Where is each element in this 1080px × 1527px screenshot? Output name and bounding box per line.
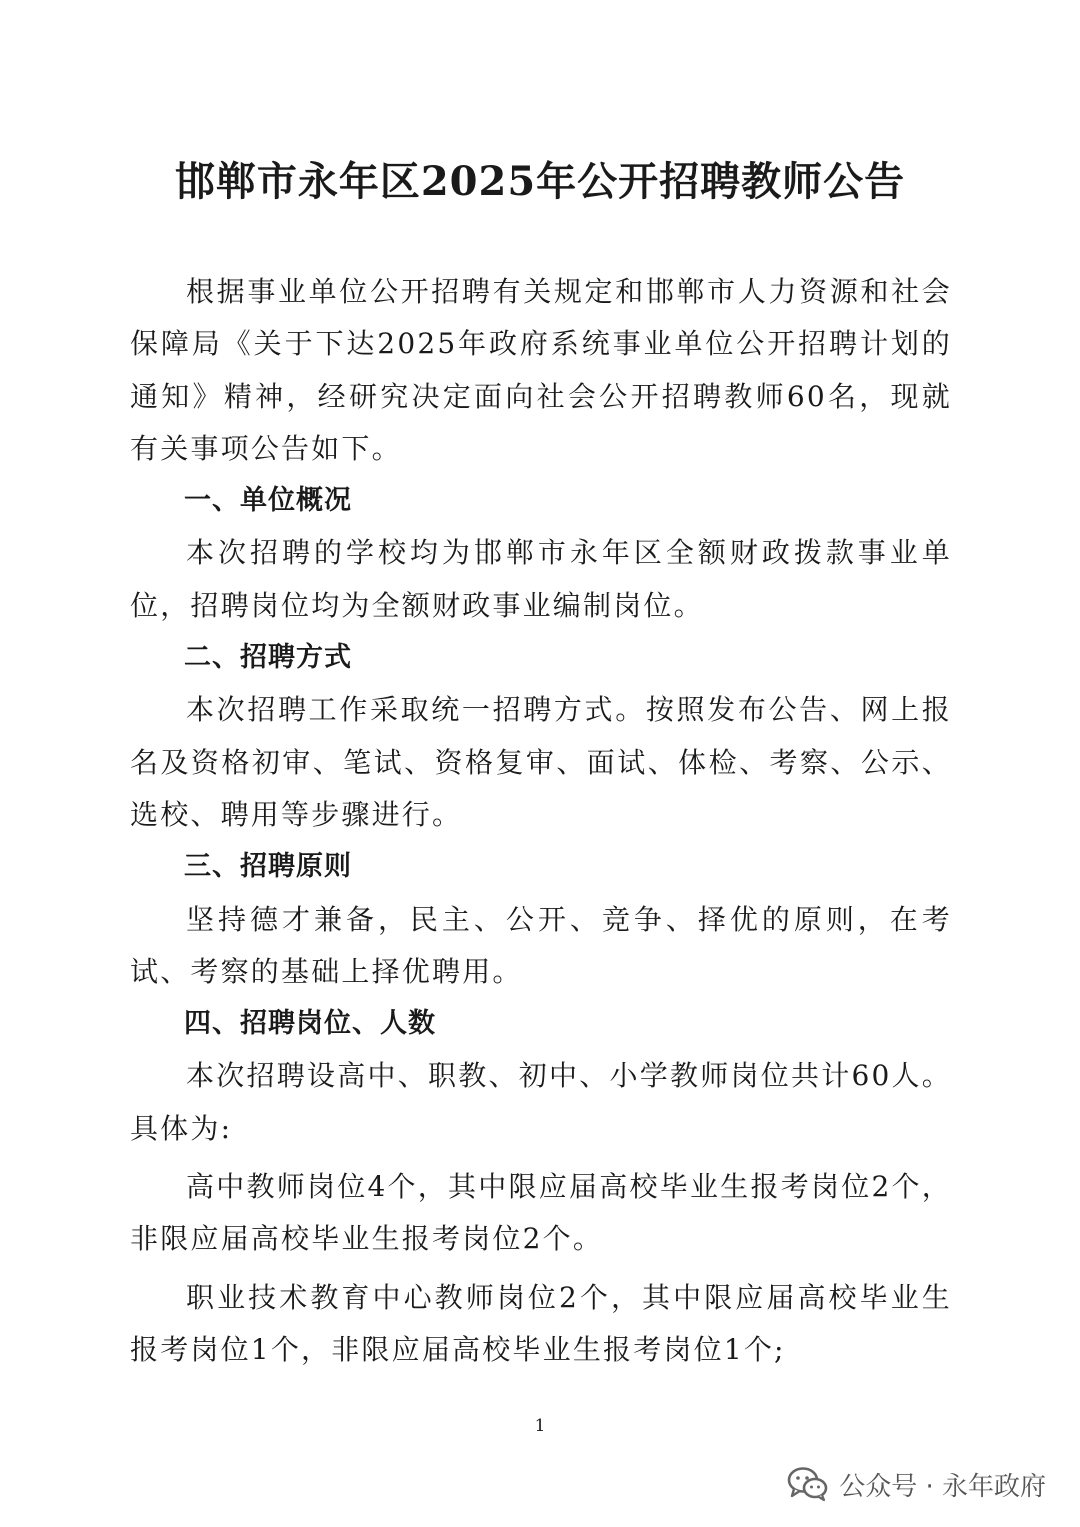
paragraph-recruitment-method: 本次招聘工作采取统一招聘方式。按照发布公告、网上报名及资格初审、笔试、资格复审、面试、体检、考察、公示、选校、聘用等步骤进行。 [130,693,952,831]
section-heading-1: 一、单位概况 [184,485,352,517]
section-heading-3: 三、招聘原则 [184,851,352,883]
section-heading-2: 二、招聘方式 [184,642,352,674]
paragraph-positions-summary: 本次招聘设高中、职教、初中、小学教师岗位共计60人。具体为: [130,1059,952,1145]
wechat-icon [787,1466,829,1502]
paragraph-unit-overview: 本次招聘的学校均为邯郸市永年区全额财政拨款事业单位，招聘岗位均为全额财政事业编制岗位。 [130,536,952,622]
document-title: 邯郸市永年区2025年公开招聘教师公告 [174,158,906,205]
wechat-watermark [787,1460,1046,1508]
paragraph-high-school-positions: 高中教师岗位4个，其中限应届高校毕业生报考岗位2个，非限应届高校毕业生报考岗位2个。 [130,1170,952,1256]
paragraph-vocational-positions: 职业技术教育中心教师岗位2个，其中限应届高校毕业生报考岗位1个，非限应届高校毕业生报考岗位1个; [130,1280,952,1366]
paragraph-recruitment-principle: 坚持德才兼备，民主、公开、竞争、择优的原则，在考试、考察的基础上择优聘用。 [130,902,952,988]
section-heading-4: 四、招聘岗位、人数 [184,1008,436,1040]
watermark-text: 公众号 · 永年政府 [839,1471,1046,1502]
document-body [130,266,952,1376]
page-number: 1 [534,1416,546,1436]
paragraph-intro: 根据事业单位公开招聘有关规定和邯郸市人力资源和社会保障局《关于下达2025年政府系统事业单位公开招聘计划的通知》精神，经研究决定面向社会公开招聘教师60名，现就有关事项公告如下。 [130,275,952,465]
